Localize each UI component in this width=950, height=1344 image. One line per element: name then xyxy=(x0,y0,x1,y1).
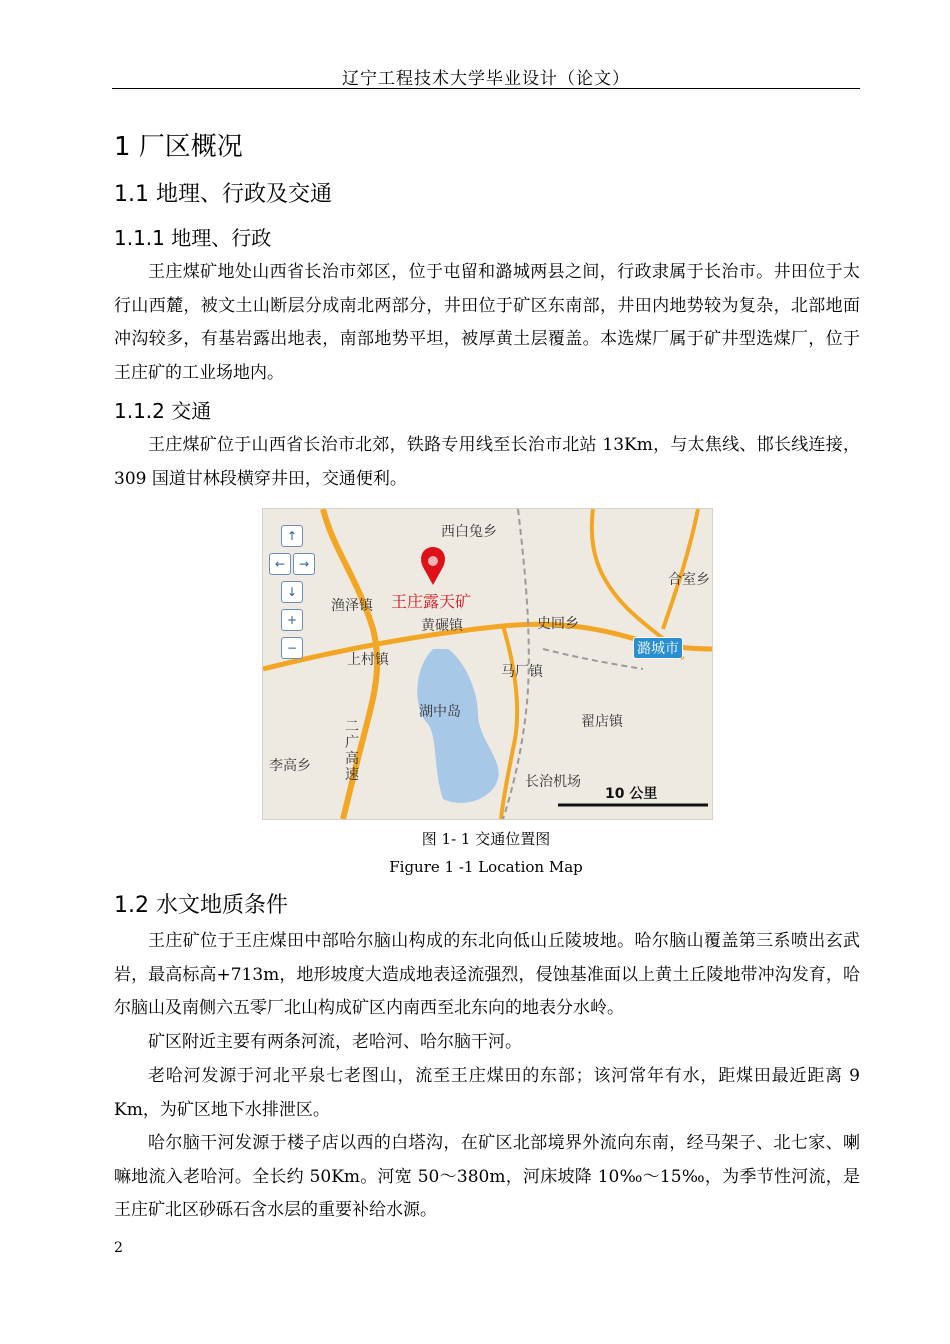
section-1-1-2-title: 1.1.2 交通 xyxy=(114,399,212,423)
figure-caption-en: Figure 1 -1 Location Map xyxy=(389,858,583,876)
location-map xyxy=(262,508,713,820)
label-wangzhuang: 王庄露天矿 xyxy=(391,592,472,611)
label-highway: 二广高速 xyxy=(345,719,359,783)
label-hezhuang: 合室乡 xyxy=(668,572,710,588)
label-shangcun: 上村镇 xyxy=(347,652,389,668)
section-1-1-1-title: 1.1.1 地理、行政 xyxy=(114,226,272,250)
header-rule xyxy=(112,88,860,89)
pan-up-button[interactable]: ↑ xyxy=(281,525,303,547)
zoom-out-button[interactable]: − xyxy=(281,637,303,659)
page-number: 2 xyxy=(114,1240,123,1256)
paragraph-hydro-4: 哈尔脑干河发源于楼子店以西的白塔沟，在矿区北部境界外流向东南，经马架子、北七家、喇嘛地流入老哈河。全长约 50Km。河宽 50～380m，河床坡降 10‰～15‰，为季节性河流，是王庄矿北区砂砾石含水层的重要补给水源。 xyxy=(114,1133,860,1220)
label-huzhongdao: 湖中岛 xyxy=(419,704,461,720)
label-airport: 长治机场 xyxy=(525,774,581,790)
label-xibaitu: 西白兔乡 xyxy=(441,524,497,540)
label-huangbei: 黄碾镇 xyxy=(421,618,463,634)
paragraph-hydro-2: 矿区附近主要有两条河流，老哈河、哈尔脑干河。 xyxy=(148,1032,522,1052)
label-machang: 马厂镇 xyxy=(501,664,543,680)
section-1-1-title: 1.1 地理、行政及交通 xyxy=(114,182,332,207)
paragraph-hydro-1: 王庄矿位于王庄煤田中部哈尔脑山构成的东北向低山丘陵坡地。哈尔脑山覆盖第三系喷出玄武岩，最高标高+713m，地形坡度大造成地表迳流强烈，侵蚀基准面以上黄土丘陵地带冲沟发育，哈尔脑山及南侧六五零厂北山构成矿区内南西至北东向的地表分水岭。 xyxy=(114,931,860,1018)
section-1-2-title: 1.2 水文地质条件 xyxy=(114,893,288,918)
map-graphic xyxy=(263,509,712,819)
label-dian: 翟店镇 xyxy=(581,714,623,730)
paragraph-transport: 王庄煤矿位于山西省长治市北郊，铁路专用线至长治市北站 13Km，与太焦线、邯长线连接，309 国道甘林段横穿井田，交通便利。 xyxy=(114,435,860,489)
label-lucheng: 潞城市 xyxy=(633,637,683,659)
header-title: 辽宁工程技术大学毕业设计（论文） xyxy=(342,69,630,89)
pan-down-button[interactable]: ↓ xyxy=(281,581,303,603)
marker-dot xyxy=(428,556,438,566)
paragraph-geography: 王庄煤矿地处山西省长治市郊区，位于屯留和潞城两县之间，行政隶属于长治市。井田位于太行山西麓，被文土山断层分成南北两部分，井田位于矿区东南部，井田内地势较为复杂，北部地面冲沟较多，有基岩露出地表，南部地势平坦，被厚黄土层覆盖。本选煤厂属于矿井型选煤厂，位于王庄矿的工业场地内。 xyxy=(114,262,860,383)
chapter-title: 1 厂区概况 xyxy=(114,132,243,162)
label-ligao: 李高乡 xyxy=(269,758,311,774)
label-shihui: 史回乡 xyxy=(537,616,579,632)
zoom-in-button[interactable]: + xyxy=(281,609,303,631)
figure-caption-cn: 图 1- 1 交通位置图 xyxy=(421,830,551,848)
pan-left-button[interactable]: ← xyxy=(269,553,291,575)
label-scale: 10 公里 xyxy=(605,786,658,802)
paragraph-hydro-3: 老哈河发源于河北平泉七老图山，流至王庄煤田的东部；该河常年有水，距煤田最近距离 9 Km，为矿区地下水排泄区。 xyxy=(114,1066,860,1120)
label-yuze: 渔泽镇 xyxy=(331,598,373,614)
pan-right-button[interactable]: → xyxy=(293,553,315,575)
